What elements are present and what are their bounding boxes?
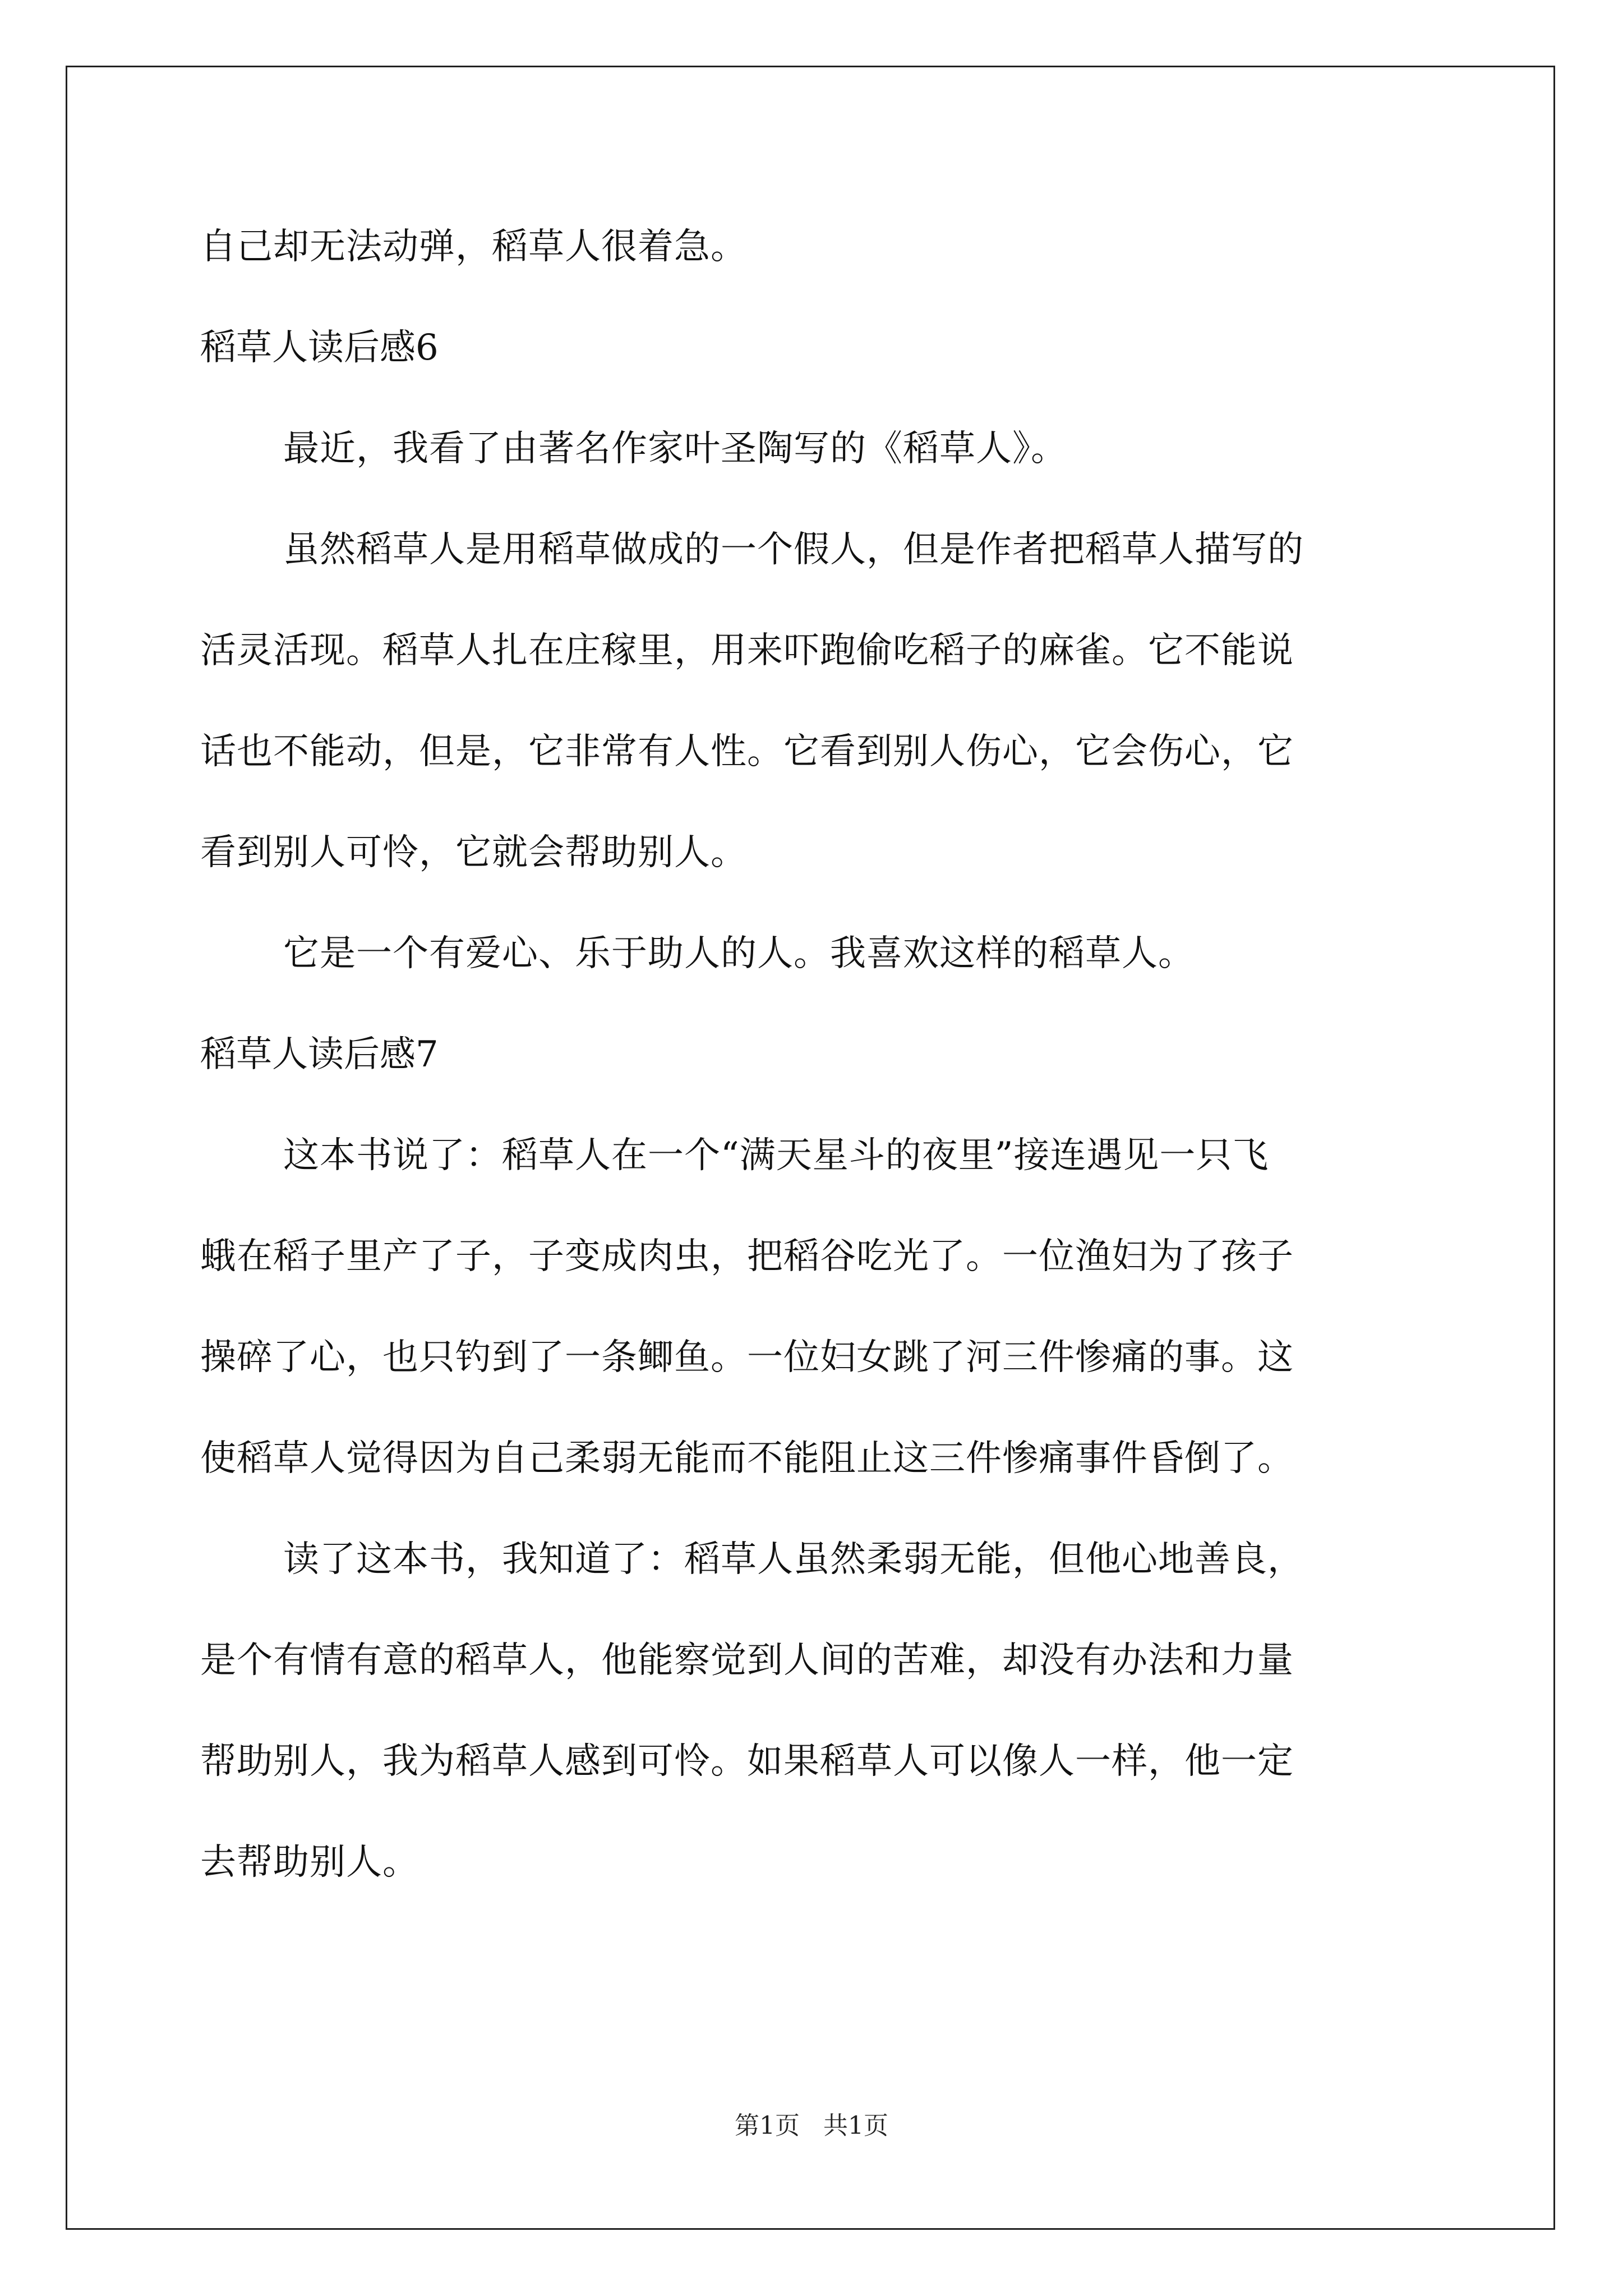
text-line: 是个有情有意的稻草人，他能察觉到人间的苦难，却没有办法和力量 <box>200 1640 1294 1681</box>
paragraph-line: 这本书说了：稻草人在一个“满天星斗的夜里”接连遇见一只飞 <box>283 1135 1269 1176</box>
text-line: 活灵活现。稻草人扎在庄稼里，用来吓跑偷吃稻子的麻雀。它不能说 <box>200 630 1294 671</box>
paragraph-line: 最近，我看了由著名作家叶圣陶写的《稻草人》。 <box>283 428 1067 470</box>
paragraph-line: 它是一个有爱心、乐于助人的人。我喜欢这样的稻草人。 <box>283 933 1195 974</box>
text-line: 话也不能动，但是，它非常有人性。它看到别人伤心，它会伤心，它 <box>200 731 1294 772</box>
text-line: 自己却无法动弹，稻草人很着急。 <box>200 226 747 268</box>
text-line: 帮助别人，我为稻草人感到可怜。如果稻草人可以像人一样，他一定 <box>200 1741 1294 1782</box>
text-line: 去帮助别人。 <box>200 1842 419 1883</box>
document-body <box>200 222 1428 1938</box>
section-heading: 稻草人读后感7 <box>200 1034 439 1075</box>
text-line: 操碎了心，也只钓到了一条鲫鱼。一位妇女跳了河三件惨痛的事。这 <box>200 1337 1294 1378</box>
paragraph-line: 虽然稻草人是用稻草做成的一个假人，但是作者把稻草人描写的 <box>283 529 1304 570</box>
page-number-footer: 第1页 共1页 <box>735 2111 888 2140</box>
text-line: 看到别人可怜，它就会帮助别人。 <box>200 832 747 873</box>
text-line: 蛾在稻子里产了子，子变成肉虫，把稻谷吃光了。一位渔妇为了孩子 <box>200 1236 1294 1277</box>
paragraph-line: 读了这本书，我知道了：稻草人虽然柔弱无能，但他心地善良， <box>283 1539 1304 1580</box>
text-line: 使稻草人觉得因为自己柔弱无能而不能阻止这三件惨痛事件昏倒了。 <box>200 1438 1294 1479</box>
section-heading: 稻草人读后感6 <box>200 327 439 369</box>
